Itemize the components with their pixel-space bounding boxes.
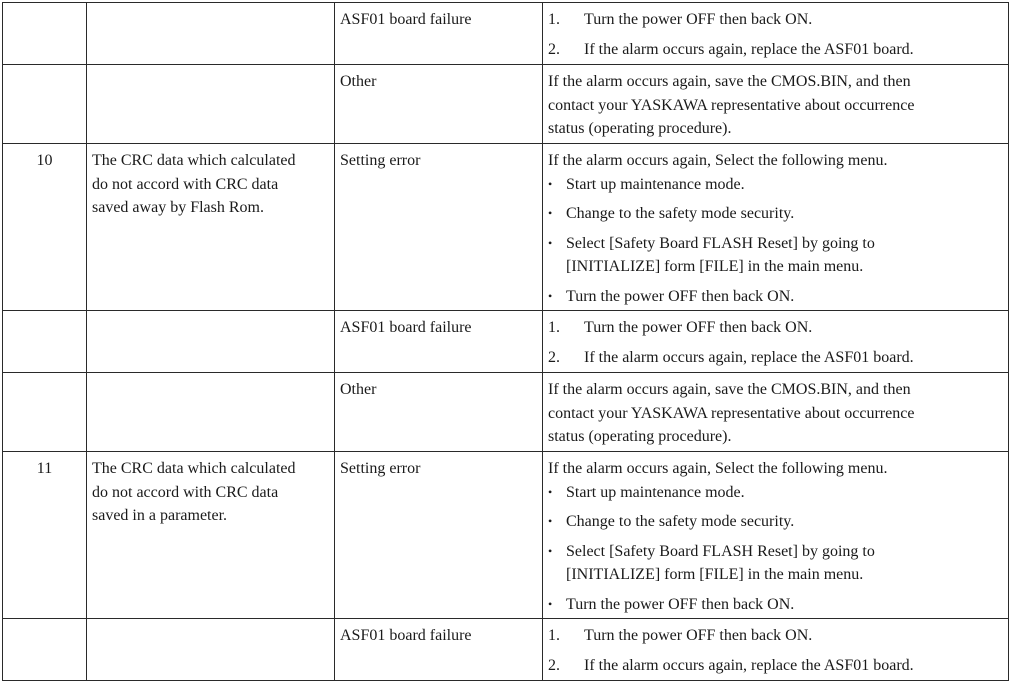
table-row	[3, 3, 1009, 65]
cause-cell: Setting error	[335, 144, 543, 311]
alarm-description-cell	[87, 373, 335, 452]
cause-cell: Other	[335, 373, 543, 452]
cause-cell: ASF01 board failure	[335, 3, 543, 65]
bullet-icon: •	[548, 484, 553, 499]
remedy-cell	[543, 65, 1009, 144]
bullet-line: [INITIALIZE] form [FILE] in the main menu.	[566, 566, 864, 583]
step-text: If the alarm occurs again, replace the ASF01 board.	[584, 348, 914, 366]
table-row	[3, 144, 1009, 311]
remedy-bullets	[548, 173, 1003, 309]
remedy-line: contact your YASKAWA representative about occurrence	[548, 404, 915, 422]
remedy-intro: If the alarm occurs again, Select the following menu.	[548, 460, 888, 477]
bullet-icon: •	[548, 596, 553, 611]
step-text: If the alarm occurs again, replace the ASF01 board.	[584, 656, 914, 674]
remedy-step	[548, 624, 1003, 648]
bullet-icon: •	[548, 235, 553, 250]
alarm-description-cell	[87, 619, 335, 681]
step-number: 1.	[548, 627, 560, 644]
step-number: 1.	[548, 319, 560, 336]
table-row	[3, 373, 1009, 452]
remedy-bullet	[548, 481, 1003, 505]
step-text: Turn the power OFF then back ON.	[584, 11, 813, 28]
cause-cell: ASF01 board failure	[335, 311, 543, 373]
bullet-icon: •	[548, 288, 553, 303]
step-number: 2.	[548, 40, 560, 58]
bullet-line: Start up maintenance mode.	[566, 175, 745, 193]
alarm-number-cell: 11	[3, 452, 87, 619]
bullet-line: Turn the power OFF then back ON.	[566, 595, 795, 613]
bullet-line: Turn the power OFF then back ON.	[566, 287, 795, 305]
remedy-bullet	[548, 232, 1003, 279]
bullet-line: Start up maintenance mode.	[566, 483, 745, 501]
remedy-cell	[543, 373, 1009, 452]
description-line: do not accord with CRC data	[92, 483, 279, 501]
table-row	[3, 311, 1009, 373]
bullet-icon: •	[548, 206, 553, 220]
remedy-line: If the alarm occurs again, save the CMOS.BIN, and then	[548, 73, 911, 90]
remedy-step	[548, 316, 1003, 340]
table-row	[3, 619, 1009, 681]
remedy-bullet	[548, 510, 1003, 534]
description-line: saved away by Flash Rom.	[92, 199, 264, 216]
alarm-number-cell	[3, 3, 87, 65]
remedy-step	[548, 8, 1003, 32]
alarm-description-cell	[87, 65, 335, 144]
bullet-line: Change to the safety mode security.	[566, 205, 795, 222]
remedy-steps	[548, 316, 1003, 369]
remedy-intro: If the alarm occurs again, Select the following menu.	[548, 152, 888, 169]
remedy-bullet	[548, 173, 1003, 197]
description-line: The CRC data which calculated	[92, 460, 296, 477]
description-line: do not accord with CRC data	[92, 175, 279, 193]
remedy-cell	[543, 452, 1009, 619]
alarm-number-cell	[3, 311, 87, 373]
alarm-description-cell	[87, 3, 335, 65]
remedy-bullet	[548, 593, 1003, 617]
remedy-line: status (operating procedure).	[548, 428, 732, 445]
remedy-cell	[543, 311, 1009, 373]
remedy-step	[548, 654, 1003, 678]
alarm-description-cell	[87, 311, 335, 373]
remedy-bullet	[548, 285, 1003, 309]
remedy-cell	[543, 619, 1009, 681]
bullet-icon: •	[548, 176, 553, 191]
step-number: 2.	[548, 348, 560, 366]
table-row	[3, 65, 1009, 144]
cause-cell: ASF01 board failure	[335, 619, 543, 681]
bullet-line: Change to the safety mode security.	[566, 513, 795, 530]
remedy-step	[548, 346, 1003, 370]
alarm-description-cell	[87, 452, 335, 619]
description-line: The CRC data which calculated	[92, 152, 296, 169]
remedy-line: contact your YASKAWA representative about occurrence	[548, 96, 915, 114]
alarm-description-cell	[87, 144, 335, 311]
alarm-table	[2, 2, 1009, 681]
remedy-steps	[548, 624, 1003, 677]
bullet-line: [INITIALIZE] form [FILE] in the main menu.	[566, 258, 864, 275]
step-number: 1.	[548, 11, 560, 28]
remedy-bullet	[548, 202, 1003, 226]
alarm-number-cell	[3, 65, 87, 144]
remedy-steps	[548, 8, 1003, 61]
remedy-line: If the alarm occurs again, save the CMOS.BIN, and then	[548, 381, 911, 398]
bullet-line: Select [Safety Board FLASH Reset] by going to	[566, 542, 875, 560]
cause-cell: Other	[335, 65, 543, 144]
cause-cell: Setting error	[335, 452, 543, 619]
bullet-icon: •	[548, 514, 553, 528]
remedy-cell	[543, 3, 1009, 65]
table-row	[3, 452, 1009, 619]
bullet-line: Select [Safety Board FLASH Reset] by going to	[566, 234, 875, 252]
alarm-number-cell	[3, 373, 87, 452]
alarm-table-body	[3, 3, 1009, 681]
description-line: saved in a parameter.	[92, 507, 228, 524]
remedy-step	[548, 38, 1003, 62]
remedy-line: status (operating procedure).	[548, 120, 732, 137]
step-number: 2.	[548, 656, 560, 674]
alarm-number-cell	[3, 619, 87, 681]
remedy-bullet	[548, 540, 1003, 587]
remedy-bullets	[548, 481, 1003, 617]
alarm-number-cell: 10	[3, 144, 87, 311]
step-text: Turn the power OFF then back ON.	[584, 627, 813, 644]
remedy-cell	[543, 144, 1009, 311]
step-text: If the alarm occurs again, replace the ASF01 board.	[584, 40, 914, 58]
bullet-icon: •	[548, 543, 553, 558]
step-text: Turn the power OFF then back ON.	[584, 319, 813, 336]
